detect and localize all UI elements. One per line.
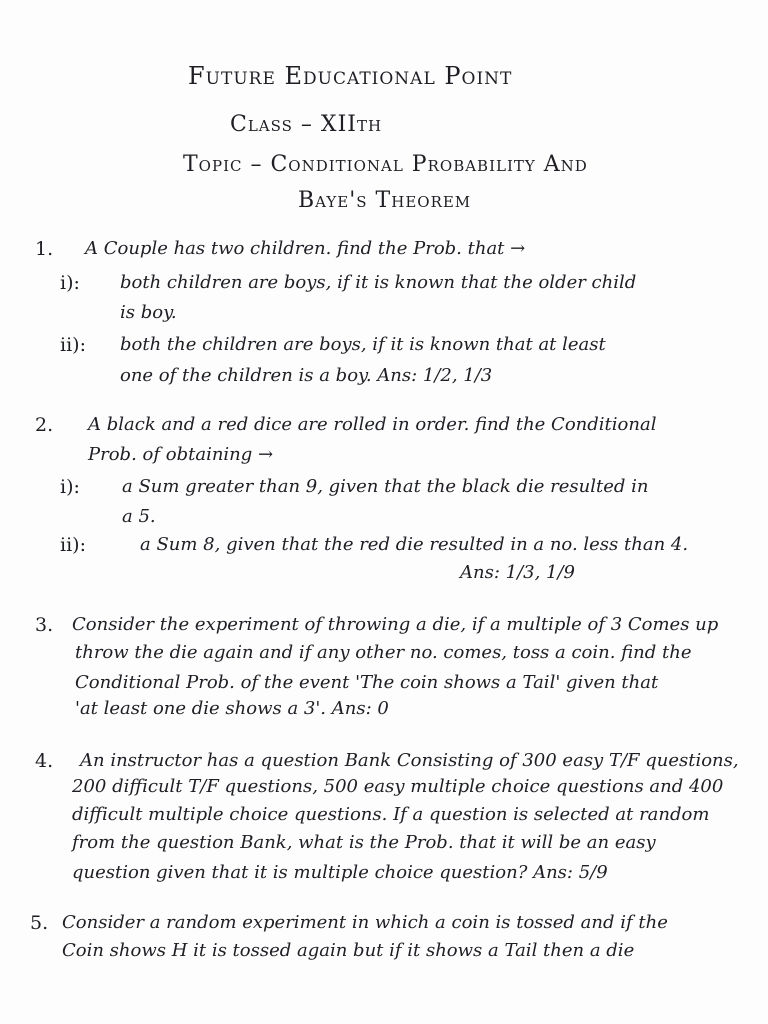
item-number: 4. [35,750,54,772]
text-line: Ans: 1/3, 1/9 [460,562,575,583]
item-number: 1. [35,238,54,260]
item-number: i): [60,272,80,294]
item-number: 2. [35,414,54,436]
topic-label-2: Baye's Theorem [298,188,472,213]
text-line: Prob. of obtaining → [88,444,274,465]
text-line: is boy. [120,302,177,323]
text-line: a Sum 8, given that the red die resulted in a no. less than 4. [140,534,689,555]
text-line: Consider the experiment of throwing a die, if a multiple of 3 Comes up [72,614,719,635]
school-title: Future Educational Point [188,62,513,90]
topic-label: Topic – Conditional Probability And [183,152,588,177]
text-line: a Sum greater than 9, given that the black die resulted in [122,476,649,497]
item-number: 3. [35,614,54,636]
item-number: ii): [60,334,86,356]
class-label: Class – XIIth [230,112,383,137]
text-line: 200 difficult T/F questions, 500 easy multiple choice questions and 400 [72,776,724,797]
text-line: both children are boys, if it is known that the older child [120,272,637,293]
text-line: An instructor has a question Bank Consisting of 300 easy T/F questions, [80,750,739,771]
item-number: ii): [60,534,86,556]
text-line: from the question Bank, what is the Prob. that it will be an easy [72,832,656,853]
text-line: Conditional Prob. of the event 'The coin shows a Tail' given that [75,672,659,693]
item-number: i): [60,476,80,498]
text-line: Coin shows H it is tossed again but if it shows a Tail then a die [62,940,635,961]
text-line: both the children are boys, if it is known that at least [120,334,606,355]
text-line: throw the die again and if any other no. comes, toss a coin. find the [75,642,692,663]
text-line: Consider a random experiment in which a coin is tossed and if the [62,912,668,933]
text-line: difficult multiple choice questions. If a question is selected at random [72,804,710,825]
item-number: 5. [30,912,49,934]
text-line: question given that it is multiple choice question? Ans: 5/9 [72,862,608,883]
text-line: A Couple has two children. find the Prob. that → [85,238,526,259]
text-line: one of the children is a boy. Ans: 1/2, 1/3 [120,365,493,386]
text-line: a 5. [122,506,156,527]
text-line: A black and a red dice are rolled in order. find the Conditional [88,414,657,435]
text-line: 'at least one die shows a 3'. Ans: 0 [75,698,389,719]
